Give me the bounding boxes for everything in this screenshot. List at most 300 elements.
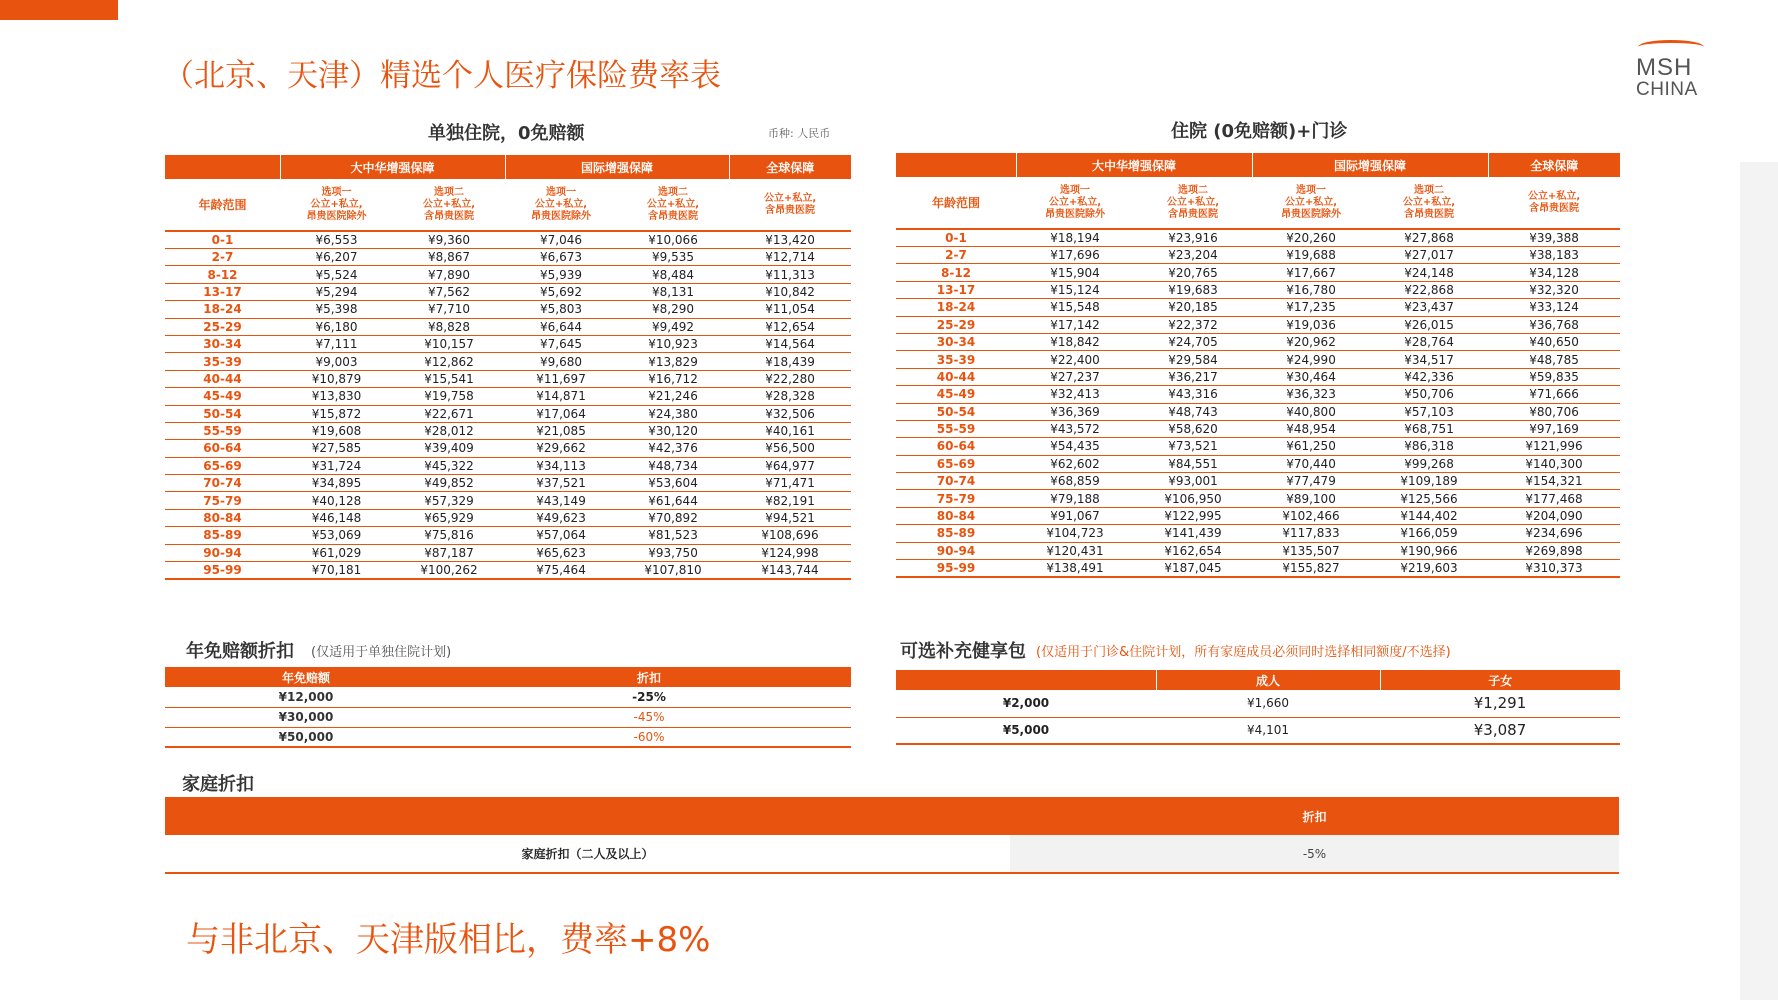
table-row [165, 266, 851, 283]
premium-cell: ¥68,751 [1370, 420, 1488, 437]
premium-cell: ¥58,620 [1134, 420, 1252, 437]
premium-cell: ¥24,380 [617, 405, 729, 422]
premium-cell: ¥14,871 [505, 388, 617, 405]
premium-cell: ¥81,523 [617, 527, 729, 544]
adult-price: ¥1,660 [1156, 690, 1380, 717]
premium-cell: ¥17,142 [1016, 316, 1134, 333]
premium-cell: ¥9,680 [505, 353, 617, 370]
header-blank [896, 153, 1016, 177]
premium-cell: ¥61,644 [617, 492, 729, 509]
table-row [165, 388, 851, 405]
age-range-cell: 35-39 [165, 353, 280, 370]
plan-option-header: 选项二 公立+私立, 含昂贵医院 [393, 179, 505, 231]
premium-cell: ¥6,553 [280, 231, 393, 249]
premium-cell: ¥71,471 [729, 475, 851, 492]
premium-cell: ¥13,420 [729, 231, 851, 249]
premium-cell: ¥7,710 [393, 301, 505, 318]
premium-cell: ¥16,712 [617, 370, 729, 387]
table-row [165, 835, 1619, 873]
premium-cell: ¥80,706 [1488, 403, 1620, 420]
plan-option-header: 选项一 公立+私立, 昂贵医院除外 [1016, 177, 1134, 229]
premium-cell: ¥94,521 [729, 509, 851, 526]
table-row [896, 299, 1620, 316]
table-row [165, 249, 851, 266]
premium-cell: ¥17,064 [505, 405, 617, 422]
premium-cell: ¥97,169 [1488, 420, 1620, 437]
discount-value: -60% [447, 727, 851, 747]
premium-cell: ¥89,100 [1252, 490, 1370, 507]
age-range-cell: 18-24 [896, 299, 1016, 316]
table-row [165, 370, 851, 387]
premium-cell: ¥20,260 [1252, 229, 1370, 247]
premium-cell: ¥93,001 [1134, 473, 1252, 490]
premium-cell: ¥6,207 [280, 249, 393, 266]
age-range-cell: 18-24 [165, 301, 280, 318]
premium-cell: ¥23,916 [1134, 229, 1252, 247]
premium-cell: ¥120,431 [1016, 542, 1134, 559]
premium-cell: ¥117,833 [1252, 525, 1370, 542]
column-header-row [165, 179, 851, 231]
age-range-cell: 70-74 [896, 473, 1016, 490]
premium-cell: ¥15,124 [1016, 281, 1134, 298]
table-row [165, 405, 851, 422]
premium-cell: ¥50,706 [1370, 386, 1488, 403]
premium-cell: ¥23,437 [1370, 299, 1488, 316]
premium-cell: ¥10,066 [617, 231, 729, 249]
table-row [896, 368, 1620, 385]
premium-cell: ¥140,300 [1488, 455, 1620, 472]
premium-cell: ¥12,862 [393, 353, 505, 370]
premium-cell: ¥106,950 [1134, 490, 1252, 507]
table-row [165, 301, 851, 318]
table-row [165, 527, 851, 544]
premium-cell: ¥21,246 [617, 388, 729, 405]
premium-cell: ¥109,189 [1370, 473, 1488, 490]
premium-cell: ¥7,645 [505, 335, 617, 352]
premium-cell: ¥8,867 [393, 249, 505, 266]
age-range-cell: 90-94 [165, 544, 280, 561]
premium-cell: ¥53,604 [617, 475, 729, 492]
premium-cell: ¥36,768 [1488, 316, 1620, 333]
discount-header: 折扣 [447, 667, 851, 687]
table-row [896, 420, 1620, 437]
table-row [165, 687, 851, 707]
age-range-cell: 70-74 [165, 475, 280, 492]
age-range-cell: 65-69 [165, 457, 280, 474]
age-range-cell: 65-69 [896, 455, 1016, 472]
premium-cell: ¥34,128 [1488, 264, 1620, 281]
logo-text-msh: MSH [1636, 54, 1693, 81]
premium-cell: ¥34,895 [280, 475, 393, 492]
table-row [165, 318, 851, 335]
age-range-header: 年龄范围 [896, 177, 1016, 229]
premium-cell: ¥48,954 [1252, 420, 1370, 437]
premium-cell: ¥24,705 [1134, 333, 1252, 350]
premium-cell: ¥62,602 [1016, 455, 1134, 472]
premium-cell: ¥27,585 [280, 440, 393, 457]
premium-cell: ¥27,237 [1016, 368, 1134, 385]
deductible-header: 年免赔额 [165, 667, 447, 687]
child-price: ¥1,291 [1380, 690, 1620, 717]
premium-cell: ¥187,045 [1134, 560, 1252, 578]
premium-cell: ¥9,535 [617, 249, 729, 266]
discount-value: -25% [447, 687, 851, 707]
premium-cell: ¥22,280 [729, 370, 851, 387]
deductible-table [165, 667, 851, 748]
age-range-header: 年龄范围 [165, 179, 280, 231]
premium-cell: ¥154,321 [1488, 473, 1620, 490]
plan-option-header: 选项一 公立+私立, 昂贵医院除外 [1252, 177, 1370, 229]
premium-cell: ¥30,464 [1252, 368, 1370, 385]
group-worldwide: 全球保障 [1488, 153, 1620, 177]
premium-cell: ¥61,250 [1252, 438, 1370, 455]
table-row [896, 333, 1620, 350]
table-row [896, 229, 1620, 247]
table-row [896, 281, 1620, 298]
adult-header: 成人 [1156, 670, 1380, 690]
premium-cell: ¥18,194 [1016, 229, 1134, 247]
table-row [165, 353, 851, 370]
age-range-cell: 8-12 [165, 266, 280, 283]
age-range-cell: 90-94 [896, 542, 1016, 559]
premium-cell: ¥22,868 [1370, 281, 1488, 298]
table-row [896, 525, 1620, 542]
wellness-note: (仅适用于门诊&住院计划，所有家庭成员必须同时选择相同额度/不选择) [1036, 645, 1451, 660]
premium-cell: ¥57,064 [505, 527, 617, 544]
premium-cell: ¥19,683 [1134, 281, 1252, 298]
premium-cell: ¥38,183 [1488, 247, 1620, 264]
premium-cell: ¥32,413 [1016, 386, 1134, 403]
premium-cell: ¥24,148 [1370, 264, 1488, 281]
deductible-amount: ¥50,000 [165, 727, 447, 747]
premium-cell: ¥19,036 [1252, 316, 1370, 333]
table-row [896, 438, 1620, 455]
premium-cell: ¥166,059 [1370, 525, 1488, 542]
currency-note: 币种: 人民币 [768, 127, 831, 140]
right-edge-strip [1740, 162, 1778, 1000]
premium-cell: ¥190,966 [1370, 542, 1488, 559]
family-discount-title: 家庭折扣 [182, 774, 254, 795]
premium-cell: ¥40,650 [1488, 333, 1620, 350]
wellness-amount: ¥2,000 [896, 690, 1156, 717]
premium-cell: ¥17,696 [1016, 247, 1134, 264]
premium-cell: ¥11,697 [505, 370, 617, 387]
table-row [896, 507, 1620, 524]
premium-cell: ¥22,671 [393, 405, 505, 422]
age-range-cell: 80-84 [896, 507, 1016, 524]
premium-cell: ¥144,402 [1370, 507, 1488, 524]
discount-value: -45% [447, 707, 851, 727]
premium-cell: ¥49,623 [505, 509, 617, 526]
premium-cell: ¥5,692 [505, 283, 617, 300]
table-row [165, 440, 851, 457]
family-discount-label: 家庭折扣（二人及以上） [165, 835, 1010, 873]
premium-cell: ¥104,723 [1016, 525, 1134, 542]
age-range-cell: 95-99 [165, 562, 280, 580]
premium-cell: ¥24,990 [1252, 351, 1370, 368]
premium-cell: ¥9,492 [617, 318, 729, 335]
premium-cell: ¥12,654 [729, 318, 851, 335]
premium-cell: ¥75,816 [393, 527, 505, 544]
table-row [165, 727, 851, 747]
premium-cell: ¥91,067 [1016, 507, 1134, 524]
premium-cell: ¥13,829 [617, 353, 729, 370]
table-row [896, 690, 1620, 717]
child-price: ¥3,087 [1380, 717, 1620, 744]
premium-cell: ¥93,750 [617, 544, 729, 561]
table-row [165, 707, 851, 727]
age-range-cell: 75-79 [896, 490, 1016, 507]
premium-cell: ¥36,217 [1134, 368, 1252, 385]
premium-cell: ¥79,188 [1016, 490, 1134, 507]
premium-cell: ¥61,029 [280, 544, 393, 561]
premium-cell: ¥77,479 [1252, 473, 1370, 490]
premium-cell: ¥7,046 [505, 231, 617, 249]
premium-cell: ¥65,623 [505, 544, 617, 561]
premium-cell: ¥124,998 [729, 544, 851, 561]
premium-cell: ¥65,929 [393, 509, 505, 526]
premium-cell: ¥234,696 [1488, 525, 1620, 542]
plan-option-header: 选项一 公立+私立, 昂贵医院除外 [280, 179, 393, 231]
age-range-cell: 85-89 [896, 525, 1016, 542]
premium-cell: ¥70,181 [280, 562, 393, 580]
age-range-cell: 45-49 [896, 386, 1016, 403]
premium-cell: ¥29,584 [1134, 351, 1252, 368]
premium-cell: ¥33,124 [1488, 299, 1620, 316]
age-range-cell: 45-49 [165, 388, 280, 405]
premium-cell: ¥54,435 [1016, 438, 1134, 455]
inpatient-outpatient-rate-table [896, 153, 1620, 578]
age-range-cell: 30-34 [896, 333, 1016, 350]
table-row [165, 509, 851, 526]
premium-cell: ¥26,015 [1370, 316, 1488, 333]
premium-cell: ¥10,842 [729, 283, 851, 300]
plan-option-header: 选项二 公立+私立, 含昂贵医院 [1134, 177, 1252, 229]
age-range-cell: 60-64 [896, 438, 1016, 455]
age-range-cell: 13-17 [165, 283, 280, 300]
plan-option-header: 公立+私立, 含昂贵医院 [1488, 177, 1620, 229]
wellness-title: 可选补充健享包 [900, 641, 1026, 662]
deductible-amount: ¥12,000 [165, 687, 447, 707]
plan-option-header: 公立+私立, 含昂贵医院 [729, 179, 851, 231]
deductible-amount: ¥30,000 [165, 707, 447, 727]
premium-cell: ¥15,541 [393, 370, 505, 387]
premium-cell: ¥102,466 [1252, 507, 1370, 524]
premium-cell: ¥143,744 [729, 562, 851, 580]
premium-cell: ¥59,835 [1488, 368, 1620, 385]
premium-cell: ¥125,566 [1370, 490, 1488, 507]
premium-cell: ¥99,268 [1370, 455, 1488, 472]
premium-cell: ¥15,904 [1016, 264, 1134, 281]
premium-cell: ¥23,204 [1134, 247, 1252, 264]
premium-cell: ¥5,803 [505, 301, 617, 318]
premium-cell: ¥70,892 [617, 509, 729, 526]
premium-cell: ¥57,329 [393, 492, 505, 509]
age-range-cell: 85-89 [165, 527, 280, 544]
premium-cell: ¥45,322 [393, 457, 505, 474]
premium-cell: ¥39,388 [1488, 229, 1620, 247]
page-title: （北京、天津）精选个人医疗保险费率表 [163, 58, 721, 94]
family-header-blank [165, 797, 1010, 835]
premium-cell: ¥12,714 [729, 249, 851, 266]
premium-cell: ¥43,316 [1134, 386, 1252, 403]
column-header-row [896, 177, 1620, 229]
premium-cell: ¥17,235 [1252, 299, 1370, 316]
premium-cell: ¥64,977 [729, 457, 851, 474]
footer-rate-note: 与非北京、天津版相比，费率+8% [186, 920, 711, 960]
left-table-title: 单独住院，0免赔额 [428, 123, 585, 144]
group-greater-china: 大中华增强保障 [1016, 153, 1252, 177]
premium-cell: ¥162,654 [1134, 542, 1252, 559]
premium-cell: ¥7,890 [393, 266, 505, 283]
premium-cell: ¥122,995 [1134, 507, 1252, 524]
premium-cell: ¥8,290 [617, 301, 729, 318]
premium-cell: ¥71,666 [1488, 386, 1620, 403]
age-range-cell: 55-59 [165, 422, 280, 439]
age-range-cell: 40-44 [896, 368, 1016, 385]
premium-cell: ¥73,521 [1134, 438, 1252, 455]
premium-cell: ¥30,120 [617, 422, 729, 439]
premium-cell: ¥34,517 [1370, 351, 1488, 368]
premium-cell: ¥17,667 [1252, 264, 1370, 281]
premium-cell: ¥18,842 [1016, 333, 1134, 350]
premium-cell: ¥9,360 [393, 231, 505, 249]
premium-cell: ¥28,764 [1370, 333, 1488, 350]
inpatient-rate-table [165, 155, 851, 580]
premium-cell: ¥40,800 [1252, 403, 1370, 420]
premium-cell: ¥19,608 [280, 422, 393, 439]
age-range-cell: 8-12 [896, 264, 1016, 281]
premium-cell: ¥6,673 [505, 249, 617, 266]
top-accent-bar [0, 0, 118, 20]
premium-cell: ¥20,962 [1252, 333, 1370, 350]
premium-cell: ¥219,603 [1370, 560, 1488, 578]
wellness-table [896, 670, 1620, 745]
group-international: 国际增强保障 [505, 155, 729, 179]
table-row [896, 264, 1620, 281]
premium-cell: ¥27,868 [1370, 229, 1488, 247]
family-discount-header: 折扣 [1010, 797, 1619, 835]
header-blank [165, 155, 280, 179]
premium-cell: ¥39,409 [393, 440, 505, 457]
premium-cell: ¥42,376 [617, 440, 729, 457]
premium-cell: ¥121,996 [1488, 438, 1620, 455]
premium-cell: ¥14,564 [729, 335, 851, 352]
age-range-cell: 40-44 [165, 370, 280, 387]
deductible-title: 年免赔额折扣 [186, 641, 294, 662]
deductible-note: (仅适用于单独住院计划) [311, 645, 452, 660]
family-discount-table [165, 797, 1619, 874]
premium-cell: ¥108,696 [729, 527, 851, 544]
premium-cell: ¥28,328 [729, 388, 851, 405]
table-row [165, 492, 851, 509]
right-table-title: 住院 (0免赔额)+门诊 [1171, 121, 1348, 142]
premium-cell: ¥21,085 [505, 422, 617, 439]
premium-cell: ¥310,373 [1488, 560, 1620, 578]
premium-cell: ¥32,506 [729, 405, 851, 422]
child-header: 子女 [1380, 670, 1620, 690]
premium-cell: ¥6,644 [505, 318, 617, 335]
premium-cell: ¥48,743 [1134, 403, 1252, 420]
premium-cell: ¥70,440 [1252, 455, 1370, 472]
premium-cell: ¥49,852 [393, 475, 505, 492]
table-row [896, 455, 1620, 472]
premium-cell: ¥87,187 [393, 544, 505, 561]
premium-cell: ¥10,157 [393, 335, 505, 352]
premium-cell: ¥16,780 [1252, 281, 1370, 298]
premium-cell: ¥269,898 [1488, 542, 1620, 559]
age-range-cell: 13-17 [896, 281, 1016, 298]
premium-cell: ¥10,879 [280, 370, 393, 387]
premium-cell: ¥19,758 [393, 388, 505, 405]
premium-cell: ¥86,318 [1370, 438, 1488, 455]
logo-text-china: CHINA [1636, 79, 1698, 100]
premium-cell: ¥43,572 [1016, 420, 1134, 437]
table-row [896, 316, 1620, 333]
table-row [896, 247, 1620, 264]
group-worldwide: 全球保障 [729, 155, 851, 179]
premium-cell: ¥75,464 [505, 562, 617, 580]
family-discount-value: -5% [1010, 835, 1619, 873]
premium-cell: ¥36,323 [1252, 386, 1370, 403]
wellness-amount: ¥5,000 [896, 717, 1156, 744]
premium-cell: ¥22,400 [1016, 351, 1134, 368]
table-row [896, 542, 1620, 559]
age-range-cell: 35-39 [896, 351, 1016, 368]
premium-cell: ¥204,090 [1488, 507, 1620, 524]
table-row [165, 335, 851, 352]
premium-cell: ¥8,828 [393, 318, 505, 335]
age-range-cell: 0-1 [165, 231, 280, 249]
age-range-cell: 25-29 [165, 318, 280, 335]
premium-cell: ¥53,069 [280, 527, 393, 544]
premium-cell: ¥29,662 [505, 440, 617, 457]
logo-arc-icon [1638, 40, 1704, 54]
msh-china-logo [1636, 40, 1706, 102]
premium-cell: ¥177,468 [1488, 490, 1620, 507]
table-row [165, 475, 851, 492]
premium-cell: ¥20,765 [1134, 264, 1252, 281]
premium-cell: ¥100,262 [393, 562, 505, 580]
age-range-cell: 95-99 [896, 560, 1016, 578]
premium-cell: ¥6,180 [280, 318, 393, 335]
age-range-cell: 75-79 [165, 492, 280, 509]
table-row [165, 457, 851, 474]
premium-cell: ¥135,507 [1252, 542, 1370, 559]
premium-cell: ¥27,017 [1370, 247, 1488, 264]
plan-option-header: 选项二 公立+私立, 含昂贵医院 [1370, 177, 1488, 229]
premium-cell: ¥56,500 [729, 440, 851, 457]
table-row [165, 231, 851, 249]
plan-option-header: 选项一 公立+私立, 昂贵医院除外 [505, 179, 617, 231]
premium-cell: ¥34,113 [505, 457, 617, 474]
premium-cell: ¥155,827 [1252, 560, 1370, 578]
premium-cell: ¥31,724 [280, 457, 393, 474]
premium-cell: ¥15,548 [1016, 299, 1134, 316]
premium-cell: ¥19,688 [1252, 247, 1370, 264]
premium-cell: ¥8,131 [617, 283, 729, 300]
group-greater-china: 大中华增强保障 [280, 155, 505, 179]
premium-cell: ¥5,939 [505, 266, 617, 283]
age-range-cell: 0-1 [896, 229, 1016, 247]
premium-cell: ¥82,191 [729, 492, 851, 509]
wellness-header-blank [896, 670, 1156, 690]
age-range-cell: 60-64 [165, 440, 280, 457]
age-range-cell: 50-54 [165, 405, 280, 422]
premium-cell: ¥9,003 [280, 353, 393, 370]
premium-cell: ¥20,185 [1134, 299, 1252, 316]
premium-cell: ¥84,551 [1134, 455, 1252, 472]
